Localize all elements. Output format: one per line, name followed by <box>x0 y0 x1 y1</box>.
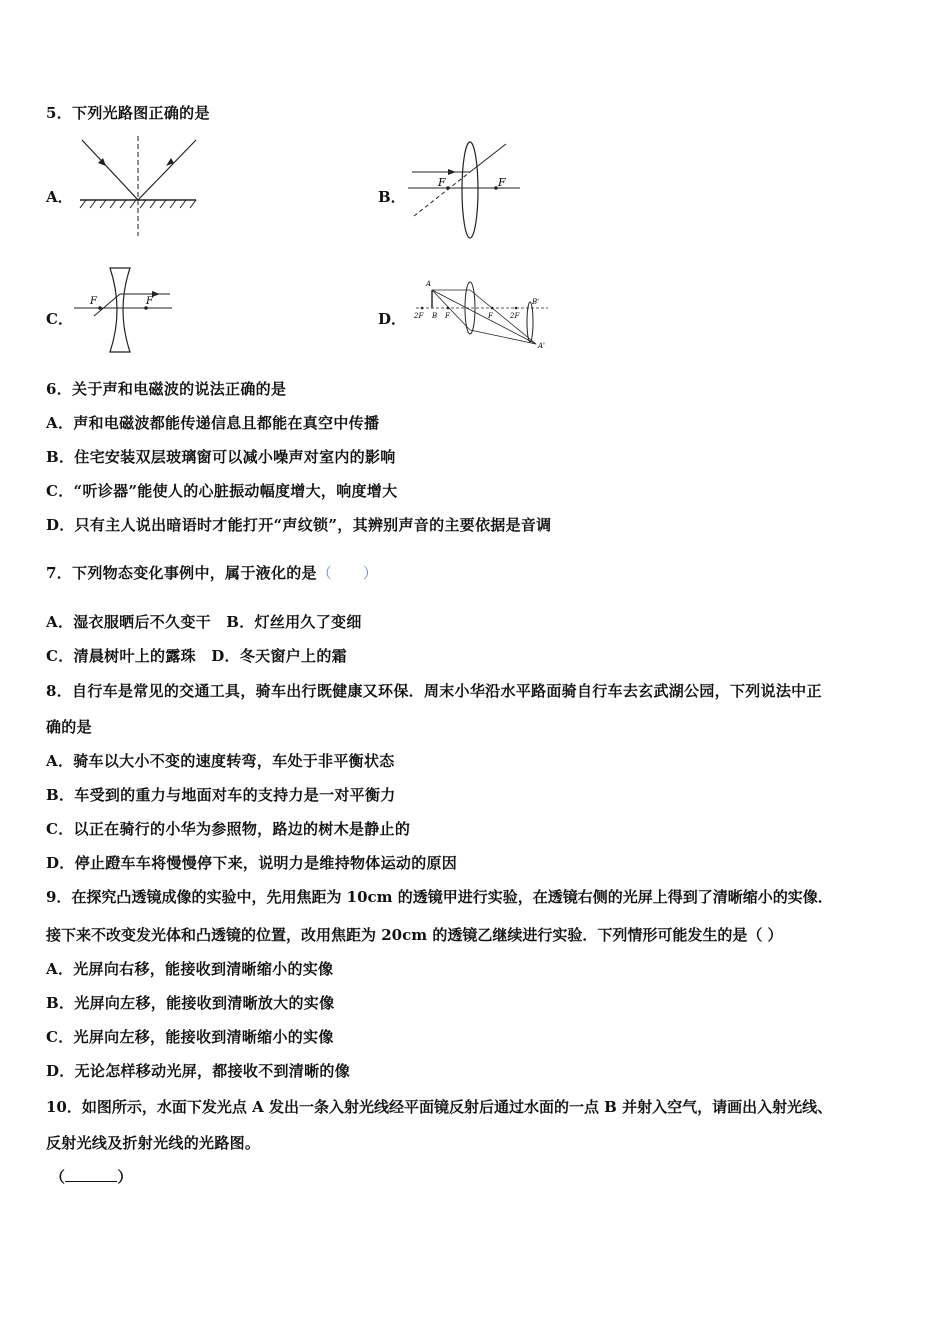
q9-option-c: C．光屏向左移，能接收到清晰缩小的实像 <box>46 1028 334 1046</box>
q10-answer-open-paren: （ <box>50 1168 66 1186</box>
fig-d-label-f-left: F <box>445 312 450 320</box>
q9-option-d: D．无论怎样移动光屏，都接收不到清晰的像 <box>46 1062 351 1080</box>
q5-option-d-label: D． <box>378 310 407 328</box>
q9-option-a: A．光屏向右移，能接收到清晰缩小的实像 <box>46 960 334 978</box>
q9-stem-line-2: 接下来不改变发光体和凸透镜的位置，改用焦距为 20cm 的透镜乙继续进行实验．下列情形可能发生的是（ ） <box>46 926 783 944</box>
fig-c-focus-left: F <box>90 296 97 307</box>
q7-stem-line <box>46 562 378 583</box>
q5-option-c-label: C． <box>46 310 73 328</box>
q10-stem-line-1: 10．如图所示，水面下发光点 A 发出一条入射光线经平面镜反射后通过水面的一点 B 并射入空气，请画出入射光线、 <box>46 1098 833 1116</box>
fig-d-convex-lens-imaging <box>412 278 552 352</box>
q10-stem-line-2: 反射光线及折射光线的光路图。 <box>46 1134 261 1152</box>
q7-answer-bracket: （ ） <box>316 564 379 582</box>
fig-b-focus-right: F <box>498 176 506 189</box>
q10-answer-blank[interactable] <box>50 1166 133 1187</box>
q6-stem: 6．关于声和电磁波的说法正确的是 <box>46 380 287 398</box>
q7-options-row-2: C．清晨树叶上的露珠 D．冬天窗户上的霜 <box>46 647 347 665</box>
q10-answer-line[interactable] <box>65 1167 117 1182</box>
fig-d-label-a-prime: A' <box>538 342 545 350</box>
q5-stem: 5．下列光路图正确的是 <box>46 104 210 122</box>
q5-option-a-label: A． <box>46 188 73 206</box>
fig-d-label-2f-left: 2F <box>414 312 424 320</box>
fig-d-label-2f-right: 2F <box>510 312 520 320</box>
q6-option-b: B．住宅安装双层玻璃窗可以减小噪声对室内的影响 <box>46 448 396 466</box>
q5-option-b-label: B． <box>378 188 406 206</box>
fig-d-label-a: A <box>426 280 432 288</box>
q8-stem-line-2: 确的是 <box>46 718 92 736</box>
q8-option-b: B．车受到的重力与地面对车的支持力是一对平衡力 <box>46 786 396 804</box>
fig-d-label-b-prime: B' <box>532 298 540 306</box>
q10-answer-close-paren: ） <box>117 1168 133 1186</box>
q6-option-a: A．声和电磁波都能传递信息且都能在真空中传播 <box>46 414 380 432</box>
q9-option-b: B．光屏向左移，能接收到清晰放大的实像 <box>46 994 335 1012</box>
q7-stem: 7．下列物态变化事例中，属于液化的是 <box>46 564 317 582</box>
q8-option-c: C．以正在骑行的小华为参照物，路边的树木是静止的 <box>46 820 411 838</box>
q9-stem-line-1: 9．在探究凸透镜成像的实验中，先用焦距为 10cm 的透镜甲进行实验，在透镜右侧的光屏上得到了清晰缩小的实像． <box>46 888 833 906</box>
q8-stem-line-1: 8．自行车是常见的交通工具，骑车出行既健康又环保．周末小华沿水平路面骑自行车去玄武湖公园，下列说法中正 <box>46 682 822 700</box>
fig-b-convex-lens <box>404 140 524 242</box>
q6-option-c: C．“听诊器”能使人的心脏振动幅度增大，响度增大 <box>46 482 398 500</box>
fig-a-plane-mirror-reflection <box>76 134 200 240</box>
fig-b-focus-left: F <box>438 176 446 189</box>
fig-d-label-b: B <box>432 312 438 320</box>
q7-options-row-1: A．湿衣服晒后不久变干 B．灯丝用久了变细 <box>46 613 362 631</box>
fig-c-focus-right: F <box>146 296 153 307</box>
fig-c-concave-lens <box>72 266 176 358</box>
q8-option-a: A．骑车以大小不变的速度转弯，车处于非平衡状态 <box>46 752 395 770</box>
fig-d-label-f-right: F <box>488 312 493 320</box>
q8-option-d: D．停止蹬车车将慢慢停下来，说明力是维持物体运动的原因 <box>46 854 458 872</box>
q6-option-d: D．只有主人说出暗语时才能打开“声纹锁”，其辨别声音的主要依据是音调 <box>46 516 552 534</box>
